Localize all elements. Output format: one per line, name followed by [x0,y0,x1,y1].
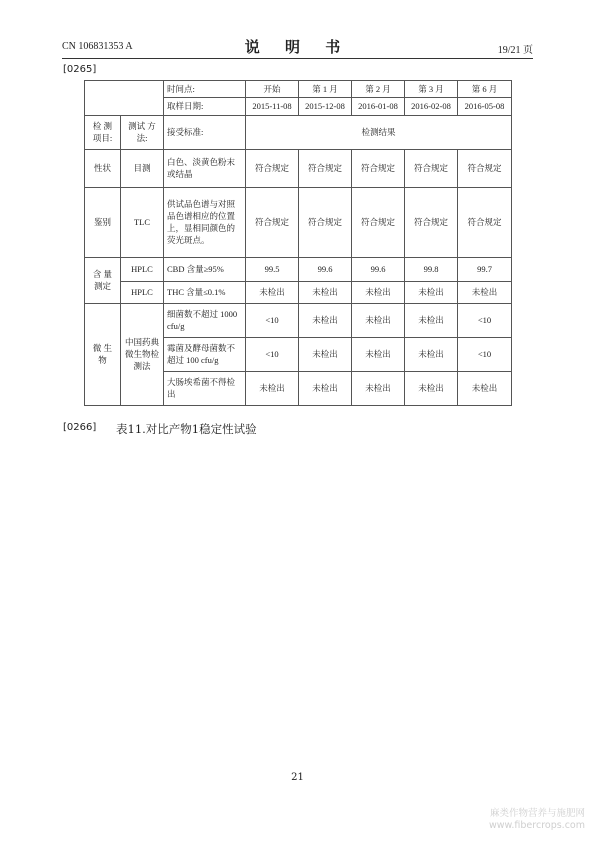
table-row-thc [85,281,512,303]
result-cell: 符合规定 [352,149,405,187]
table-row-appearance [85,149,512,187]
header-test-results: 检测结果 [246,115,512,149]
result-cell: 未检出 [405,371,458,405]
result-cell: 未检出 [299,303,352,337]
table-row-bacteria [85,303,512,337]
result-cell: 99.8 [405,257,458,281]
result-cell: 符合规定 [246,149,299,187]
result-cell: 未检出 [405,337,458,371]
sampling-date-4: 2016-05-08 [458,98,512,115]
stability-test-table [84,80,512,406]
row-criteria: CBD 含量≥95% [164,257,246,281]
row-group-content: 含 量 测定 [85,257,121,303]
result-cell: 99.5 [246,257,299,281]
result-cell: 99.7 [458,257,512,281]
result-cell: 符合规定 [299,149,352,187]
result-cell: 符合规定 [405,187,458,257]
document-title: 说 明 书 [244,38,351,56]
paragraph-number-0265: [0265] [63,64,97,75]
result-cell: 未检出 [458,371,512,405]
header-test-item: 检 测 项目: [85,115,121,149]
row-criteria: 霉菌及酵母菌数不超过 100 cfu/g [164,337,246,371]
row-method: 目测 [121,149,164,187]
table-row-header [85,115,512,149]
timepoint-3: 第 3 月 [405,81,458,98]
result-cell: <10 [246,337,299,371]
row-item: 性状 [85,149,121,187]
result-cell: 符合规定 [458,149,512,187]
header-rule [62,58,533,59]
sampling-date-1: 2015-12-08 [299,98,352,115]
result-cell: 99.6 [352,257,405,281]
result-cell: 符合规定 [246,187,299,257]
timepoint-2: 第 2 月 [352,81,405,98]
sampling-date-3: 2016-02-08 [405,98,458,115]
timepoint-label: 时间点: [164,81,246,98]
result-cell: 符合规定 [299,187,352,257]
header-acceptance-criteria: 接受标准: [164,115,246,149]
result-cell: 符合规定 [352,187,405,257]
row-method: HPLC [121,281,164,303]
patent-number: CN 106831353 A [62,41,133,52]
result-cell: 未检出 [352,337,405,371]
result-cell: 未检出 [246,281,299,303]
result-cell: 未检出 [352,281,405,303]
result-cell: 符合规定 [458,187,512,257]
sampling-date-0: 2015-11-08 [246,98,299,115]
result-cell: 未检出 [405,281,458,303]
page-of-total: 19/21 页 [497,45,533,56]
timepoint-0: 开始 [246,81,299,98]
row-group-microbe: 微 生 物 [85,303,121,405]
sampling-date-2: 2016-01-08 [352,98,405,115]
result-cell: 未检出 [352,371,405,405]
result-cell: 未检出 [246,371,299,405]
header-test-method: 测试 方法: [121,115,164,149]
row-method: TLC [121,187,164,257]
table-row-timepoints [85,81,512,98]
empty-corner-cell [85,81,164,116]
timepoint-4: 第 6 月 [458,81,512,98]
sampling-date-label: 取样日期: [164,98,246,115]
row-item: 鉴别 [85,187,121,257]
paragraph-number-0266: [0266] [63,422,97,433]
timepoint-1: 第 1 月 [299,81,352,98]
table-row-cbd [85,257,512,281]
watermark-line-2: www.fibercrops.com [488,819,585,831]
row-criteria: THC 含量≤0.1% [164,281,246,303]
result-cell: <10 [458,303,512,337]
result-cell: 未检出 [405,303,458,337]
page-header [62,36,533,58]
site-watermark [489,808,585,832]
result-cell: 未检出 [352,303,405,337]
row-criteria: 细菌数不超过 1000 cfu/g [164,303,246,337]
result-cell: <10 [246,303,299,337]
row-criteria: 供试品色谱与对照品色谱相应的位置上，显相同颜色的荧光斑点。 [164,187,246,257]
watermark-line-1: 麻类作物营养与施肥网 [489,808,585,819]
row-method-microbe: 中国药典微生物检测法 [121,303,164,405]
result-cell: 未检出 [299,337,352,371]
result-cell: 未检出 [458,281,512,303]
page-number: 21 [291,772,304,783]
table-row-identification [85,187,512,257]
row-method: HPLC [121,257,164,281]
result-cell: 未检出 [299,371,352,405]
row-criteria: 白色、淡黄色粉末或结晶 [164,149,246,187]
table-caption: 表11.对比产物1稳定性试验 [116,422,257,436]
row-criteria: 大肠埃希菌不得检出 [164,371,246,405]
result-cell: 符合规定 [405,149,458,187]
result-cell: <10 [458,337,512,371]
result-cell: 未检出 [299,281,352,303]
result-cell: 99.6 [299,257,352,281]
